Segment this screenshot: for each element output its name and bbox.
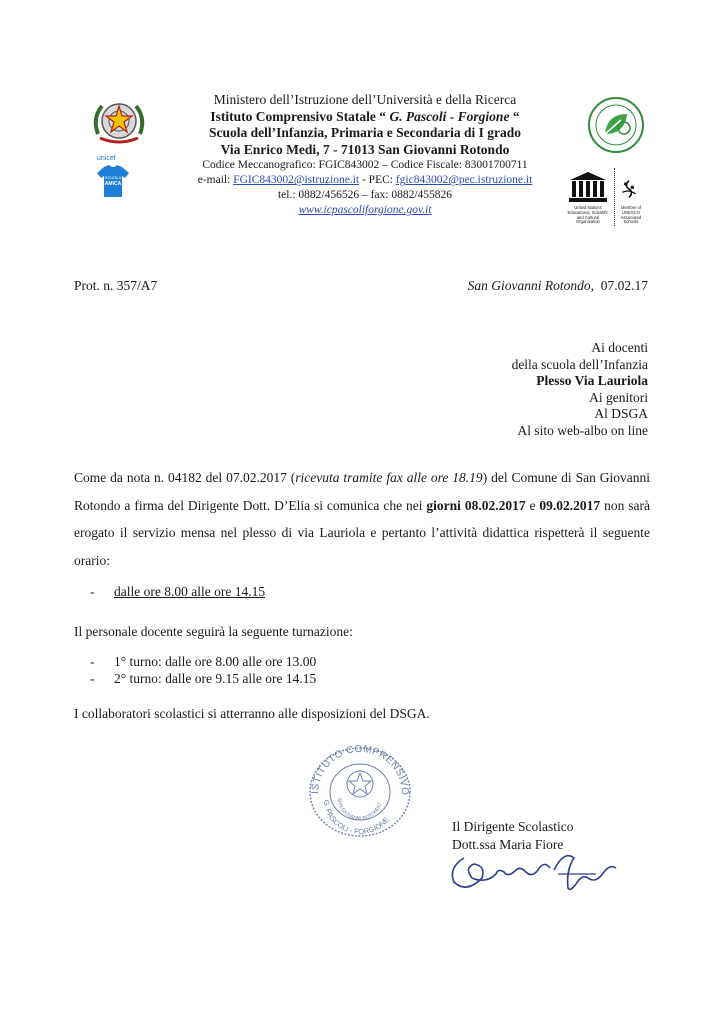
italian-republic-emblem-icon	[88, 94, 150, 150]
letter-body	[74, 464, 650, 574]
protocol-number: Prot. n. 357/A7	[74, 278, 158, 293]
notice-date-2: 09.02.2017	[539, 497, 601, 513]
eco-school-logo-icon	[587, 96, 645, 154]
phone-fax: tel.: 0882/456526 – fax: 0882/455826	[277, 189, 453, 202]
school-levels: Scuola dell’Infanzia, Primaria e Secondaria di I grado	[209, 125, 521, 141]
schedule-item	[90, 584, 265, 600]
associated-schools-icon	[619, 178, 639, 200]
institute-name-italic: G. Pascoli - Forgione	[389, 108, 510, 124]
stamp-top-text: ISTITUTO COMPRENSIVO	[309, 743, 411, 796]
email-label: e-mail:	[197, 174, 234, 187]
place: San Giovanni Rotondo,	[467, 278, 594, 293]
school-codes: Codice Meccanografico: FGIC843002 – Codice Fiscale: 83001700711	[202, 159, 528, 172]
institute-name	[150, 109, 580, 126]
stamp-inner-text: SAN GIOVANNI ROTONDO	[335, 797, 384, 823]
school-address: Via Enrico Medi, 7 - 71013 San Giovanni Rotondo	[220, 141, 510, 157]
notice-fax-note: ricevuta tramite fax alle ore 18.19	[295, 470, 483, 485]
svg-text:SAN GIOVANNI ROTONDO	[336, 798, 383, 822]
recipient-line: Al DSGA	[594, 406, 648, 422]
pec-link[interactable]: fgic843002@pec.istruzione.it	[395, 174, 533, 187]
unesco-logo	[566, 166, 646, 232]
stamp-bottom-text: G. PASCOLI - FORGIONE	[321, 799, 392, 837]
recipient-line: Ai genitori	[589, 389, 648, 405]
unicef-label: unicef	[97, 155, 116, 162]
signer-name: Dott.ssa Maria Fiore	[452, 837, 564, 852]
svg-text:ISTITUTO COMPRENSIVO	[310, 744, 410, 796]
collaborators-note: I collaboratori scolastici si atterranno alle disposizioni del DSGA.	[74, 706, 430, 721]
recipients-block	[512, 340, 648, 440]
institute-suffix: “	[509, 108, 520, 124]
notice-paragraph	[74, 464, 650, 574]
notice-text: ) del Comune di San Giovanni Rotondo a firma del Dirigente Dott. D’Elia si comunica che nei	[74, 470, 650, 513]
notice-text: Come da nota n. 04182 del 07.02.2017 (	[74, 470, 296, 485]
recipient-line: Al sito web-albo on line	[517, 422, 648, 438]
scuola-amica-tshirt-icon	[96, 164, 130, 198]
school-stamp-icon	[304, 738, 416, 838]
institute-prefix: Istituto Comprensivo Statale “	[210, 108, 390, 124]
date: 07.02.17	[600, 278, 648, 293]
shift-item	[90, 671, 316, 687]
handwritten-signature-icon	[446, 848, 626, 894]
pec-label: - PEC:	[359, 174, 396, 187]
shift-dash: -	[90, 654, 95, 669]
shift-text: 1° turno: dalle ore 8.00 alle ore 13.00	[114, 654, 317, 669]
recipient-line: Plesso Via Lauriola	[536, 373, 648, 389]
ministry-name: Ministero dell’Istruzione dell’Università e della Ricerca	[213, 92, 517, 107]
unesco-member-text: Member of UNESCO Associated Schools	[620, 205, 642, 225]
recipient-line: della scuola dell’Infanzia	[511, 356, 648, 372]
notice-text: e	[525, 497, 540, 513]
schedule-dash: -	[90, 584, 95, 599]
shift-dash: -	[90, 671, 95, 686]
shift-text: 2° turno: dalle ore 9.15 alle ore 14.15	[114, 671, 317, 686]
signer-title: Il Dirigente Scolastico	[452, 819, 574, 834]
unesco-divider	[614, 168, 615, 226]
notice-text: non sarà erogato il servizio mensa nel plesso di via Lauriola e pertanto l’attività didattica rispetterà il seguente orario:	[74, 497, 650, 568]
notice-date-1: giorni 08.02.2017	[426, 497, 526, 513]
unesco-org-text: United Nations Educational, Scientific and Cultural Organization	[567, 205, 609, 225]
shift-item	[90, 654, 316, 670]
tshirt-text-bottom: AMICA	[104, 181, 122, 187]
contact-emails	[150, 173, 580, 188]
schedule-text: dalle ore 8.00 alle ore 14.15	[114, 584, 266, 599]
letterhead	[150, 92, 580, 218]
staff-intro: Il personale docente seguirà la seguente turnazione:	[74, 624, 353, 639]
website-link[interactable]: www.icpascoliforgione.gov.it	[298, 204, 432, 217]
tshirt-text-top: SCUOLA	[104, 175, 122, 180]
place-date	[468, 278, 648, 294]
email-link[interactable]: FGIC843002@istruzione.it	[233, 174, 360, 187]
recipient-line: Ai docenti	[591, 340, 648, 355]
unesco-temple-icon	[566, 170, 610, 204]
